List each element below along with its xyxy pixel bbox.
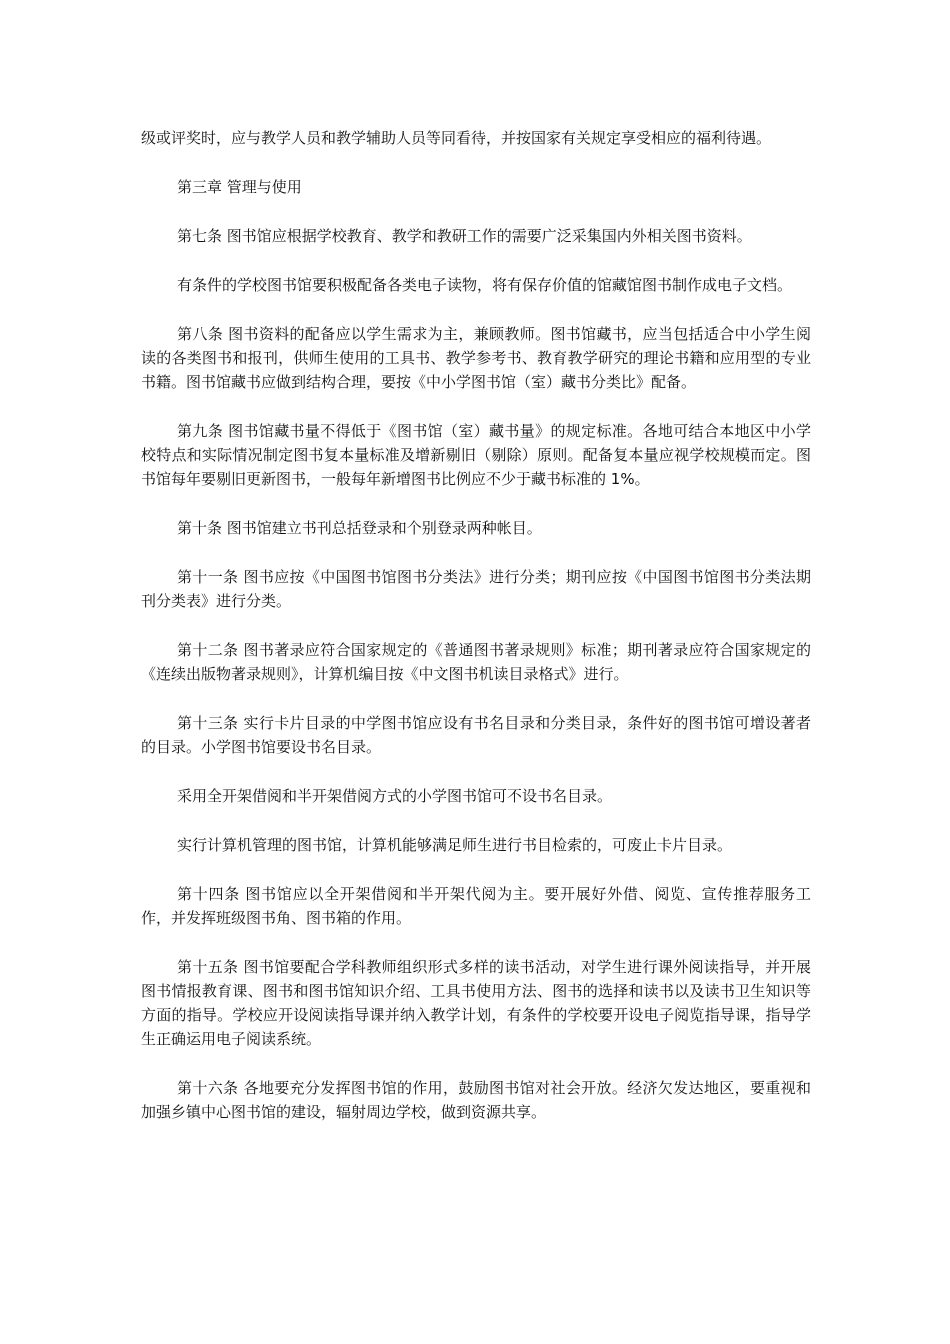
article-15: 第十五条 图书馆要配合学科教师组织形式多样的读书活动，对学生进行课外阅读指导，并开展图书情报教育课、图书和图书馆知识介绍、工具书使用方法、图书的选择和读书以及读书卫生知识等方面的指导。学校应开设阅读指导课并纳入教学计划，有条件的学校要开设电子阅览指导课，指导学生正确运用电子阅读系统。 — [141, 958, 811, 1048]
article-10: 第十条 图书馆建立书刊总括登录和个别登录两种帐目。 — [177, 519, 542, 537]
paragraph-continuation: 级或评奖时，应与教学人员和教学辅助人员等同看待，并按国家有关规定享受相应的福利待遇。 — [141, 129, 772, 147]
article-9: 第九条 图书馆藏书量不得低于《图书馆（室）藏书量》的规定标准。各地可结合本地区中小学校特点和实际情况制定图书复本量标准及增新剔旧（剔除）原则。配备复本量应视学校规模而定。图书馆每年要剔旧更新图书，一般每年新增图书比例应不少于藏书标准的 1%。 — [141, 422, 811, 488]
article-13-note-2: 实行计算机管理的图书馆，计算机能够满足师生进行书目检索的，可废止卡片目录。 — [177, 836, 733, 854]
document-body — [141, 126, 811, 1149]
article-8: 第八条 图书资料的配备应以学生需求为主，兼顾教师。图书馆藏书，应当包括适合中小学生阅读的各类图书和报刊，供师生使用的工具书、教学参考书、教育教学研究的理论书籍和应用型的专业书籍。图书馆藏书应做到结构合理，要按《中小学图书馆（室）藏书分类比》配备。 — [141, 325, 811, 391]
article-7: 第七条 图书馆应根据学校教育、教学和教研工作的需要广泛采集国内外相关图书资料。 — [177, 227, 752, 245]
article-13-note-1: 采用全开架借阅和半开架借阅方式的小学图书馆可不设书名目录。 — [177, 787, 613, 805]
article-16: 第十六条 各地要充分发挥图书馆的作用，鼓励图书馆对社会开放。经济欠发达地区，要重视和加强乡镇中心图书馆的建设，辐射周边学校，做到资源共享。 — [141, 1079, 811, 1121]
article-13: 第十三条 实行卡片目录的中学图书馆应设有书名目录和分类目录，条件好的图书馆可增设著者的目录。小学图书馆要设书名目录。 — [141, 714, 811, 756]
chapter-heading: 第三章 管理与使用 — [177, 178, 302, 196]
article-14: 第十四条 图书馆应以全开架借阅和半开架代阅为主。要开展好外借、阅览、宣传推荐服务工作，并发挥班级图书角、图书箱的作用。 — [141, 885, 811, 927]
article-11: 第十一条 图书应按《中国图书馆图书分类法》进行分类；期刊应按《中国图书馆图书分类法期刊分类表》进行分类。 — [141, 568, 811, 610]
article-12: 第十二条 图书著录应符合国家规定的《普通图书著录规则》标准；期刊著录应符合国家规定的《连续出版物著录规则》，计算机编目按《中文图书机读目录格式》进行。 — [141, 641, 811, 683]
article-7-note: 有条件的学校图书馆要积极配备各类电子读物，将有保存价值的馆藏馆图书制作成电子文档。 — [177, 276, 793, 294]
